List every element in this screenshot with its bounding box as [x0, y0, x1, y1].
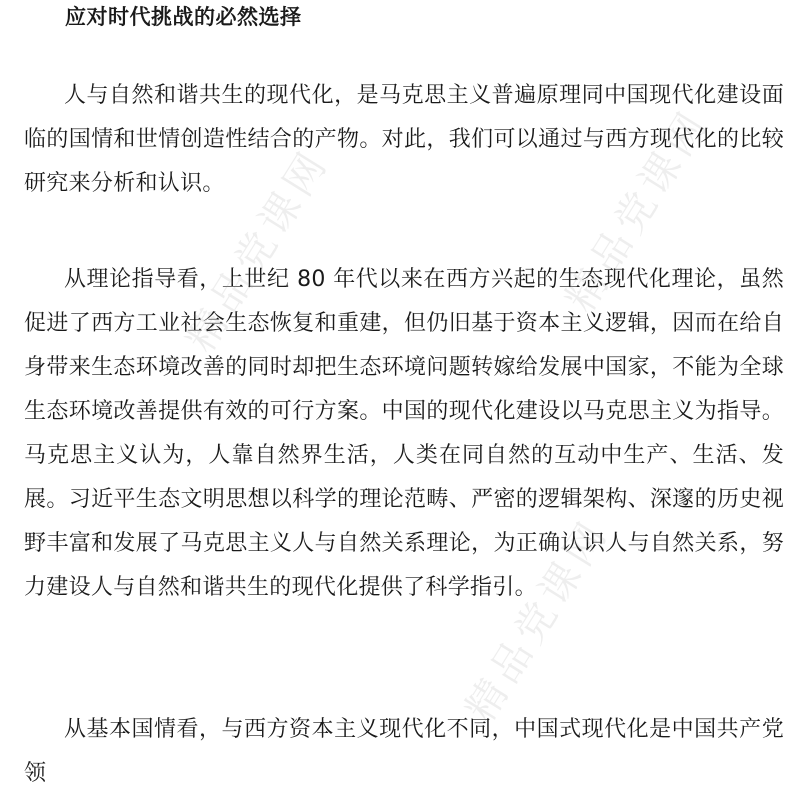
paragraph-intro: 人与自然和谐共生的现代化，是马克思主义普遍原理同中国现代化建设面临的国情和世情创造性结合的产物。对此，我们可以通过与西方现代化的比较研究来分析和认识。 — [24, 83, 784, 196]
watermark-text: 精品党课网 — [457, 510, 619, 731]
paragraph-theory: 从理论指导看，上世纪 80 年代以来在西方兴起的生态现代化理论，虽然促进了西方工业社会生态恢复和重建，但仍旧基于资本主义逻辑，因而在给自身带来生态环境改善的同时却把生态环境问题转嫁给发展中国家，不能为全球生态环境改善提供有效的可行方案。中国的现代化建设以马克思主义为指导。马克思主义认为，人靠自然界生活，人类在同自然的互动中生产、生活、发展。习近平生态文明思想以科学的理论范畴、严密的逻辑架构、深邃的历史视野丰富和发展了马克思主义人与自然关系理论，为正确认识人与自然关系，努力建设人与自然和谐共生的现代化提供了科学指引。 — [24, 267, 784, 600]
paragraph-national-conditions: 从基本国情看，与西方资本主义现代化不同，中国式现代化是中国共产党领 — [24, 717, 784, 786]
watermark-text: 精品党课网 — [177, 140, 339, 361]
watermark-text: 精品党课网 — [557, 100, 719, 321]
section-heading: 应对时代挑战的必然选择 — [65, 5, 302, 29]
